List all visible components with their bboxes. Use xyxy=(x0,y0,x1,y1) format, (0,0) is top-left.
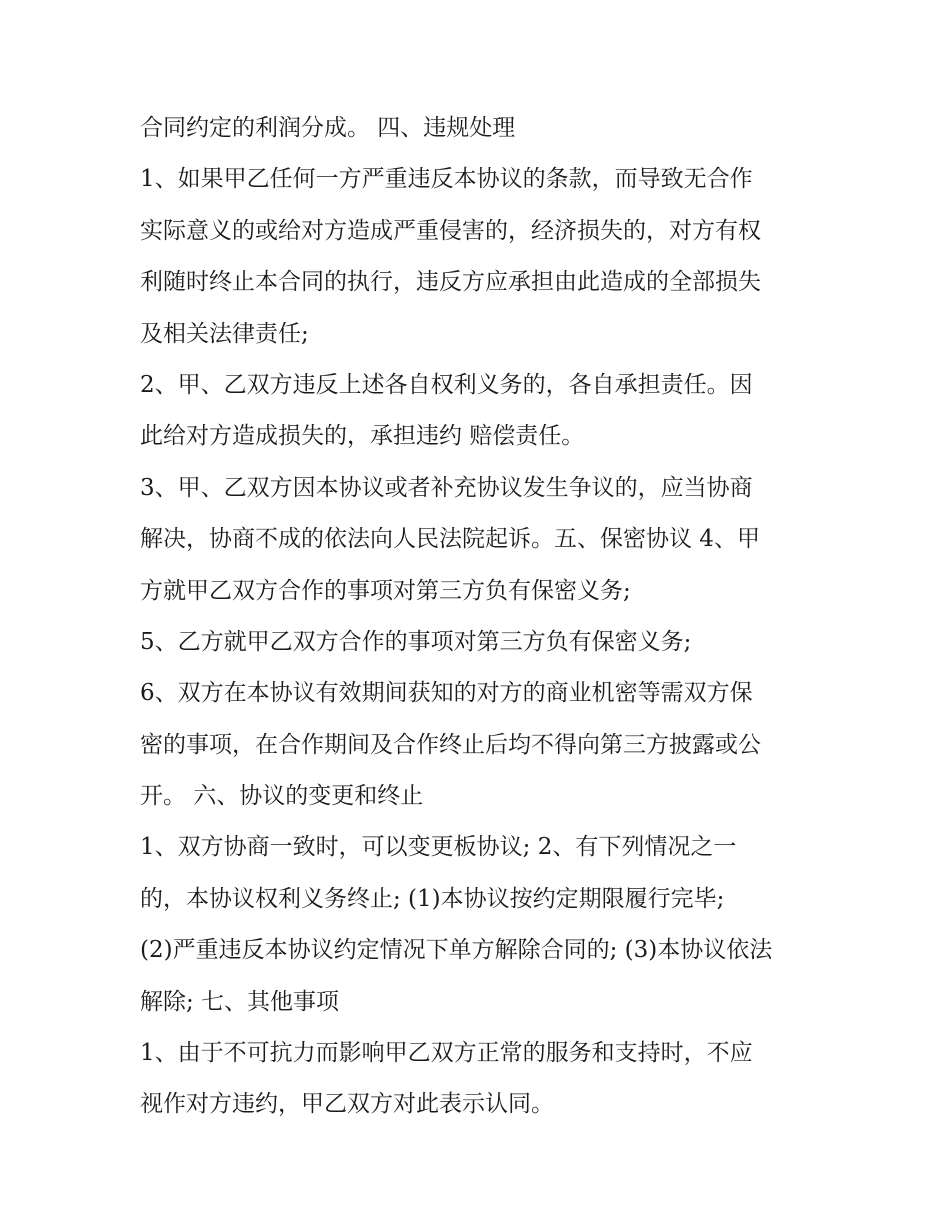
text-line: 1、双方协商一致时，可以变更板协议; 2、有下列情况之一 xyxy=(140,834,737,861)
text-line: 利随时终止本合同的执行，违反方应承担由此造成的全部损失 xyxy=(140,269,761,296)
document-body xyxy=(140,103,830,1131)
text-line: 及相关法律责任; xyxy=(140,320,309,347)
text-line: 3、甲、乙双方因本协议或者补充协议发生争议的，应当协商 xyxy=(140,474,753,501)
text-line: 5、乙方就甲乙双方合作的事项对第三方负有保密义务; xyxy=(140,628,692,655)
text-line: 此给对方造成损失的，承担违约 赔偿责任。 xyxy=(140,423,585,450)
text-line: 2、甲、乙双方违反上述各自权利义务的，各自承担责任。因 xyxy=(140,371,753,398)
text-line: 解决，协商不成的依法向人民法院起诉。五、保密协议 4、甲 xyxy=(140,526,760,553)
text-line: 解除; 七、其他事项 xyxy=(140,988,340,1015)
text-line: 1、如果甲乙任何一方严重违反本协议的条款，而导致无合作 xyxy=(140,166,753,193)
text-line: 方就甲乙双方合作的事项对第三方负有保密义务; xyxy=(140,577,631,604)
text-line: 视作对方违约，甲乙双方对此表示认同。 xyxy=(140,1091,554,1118)
text-line: (2)严重违反本协议约定情况下单方解除合同的; (3)本协议依法 xyxy=(140,937,773,964)
text-line: 1、由于不可抗力而影响甲乙双方正常的服务和支持时，不应 xyxy=(140,1040,753,1067)
text-line: 合同约定的利润分成。 四、违规处理 xyxy=(140,115,516,141)
text-line: 的，本协议权利义务终止; (1)本协议按约定期限履行完毕; xyxy=(140,885,725,912)
text-line: 实际意义的或给对方造成严重侵害的，经济损失的，对方有权 xyxy=(140,217,761,244)
text-line: 6、双方在本协议有效期间获知的对方的商业机密等需双方保 xyxy=(140,680,753,707)
text-line: 开。 六、协议的变更和终止 xyxy=(140,783,424,810)
text-line: 密的事项，在合作期间及合作终止后均不得向第三方披露或公 xyxy=(140,731,761,758)
